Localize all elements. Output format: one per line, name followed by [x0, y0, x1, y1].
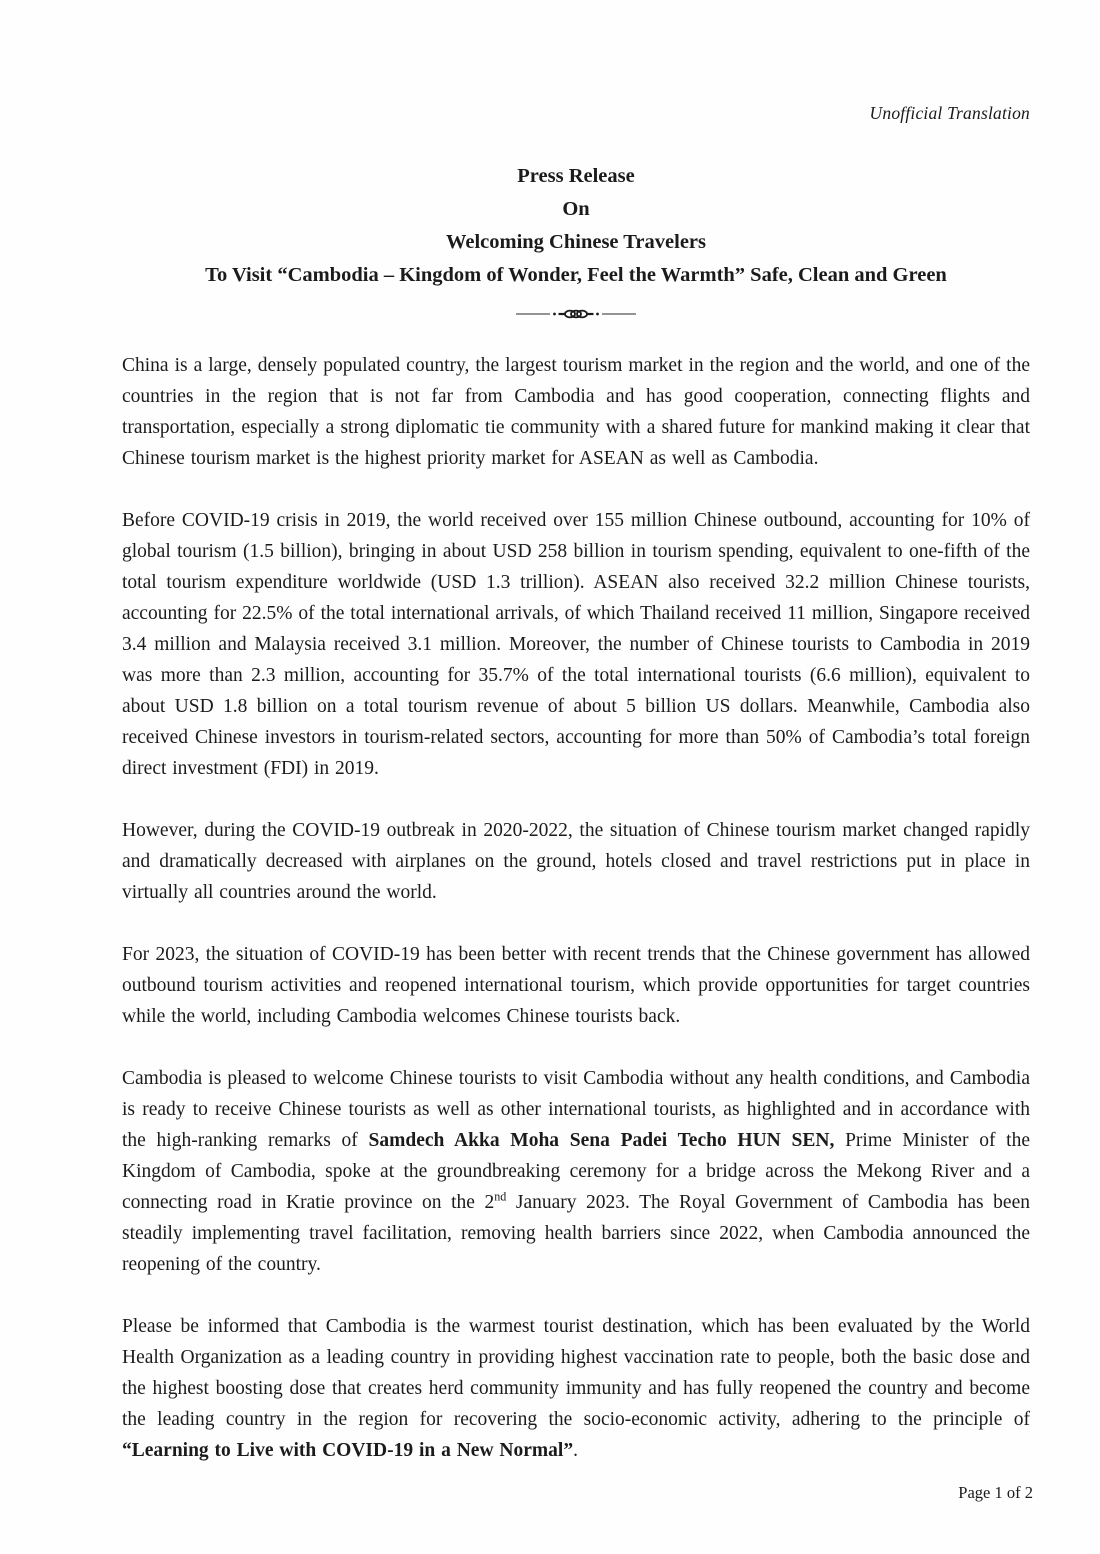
- paragraph: [122, 505, 1030, 784]
- text-run: China is a large, densely populated country, the largest tourism market in the region and the world, and one of the countries in the region that is not far from Cambodia and has good cooperation, connecting flights and transportation, especially a strong diplomatic tie community with a shared future for mankind making it clear that Chinese tourism market is the highest priority market for ASEAN as well as Cambodia.: [122, 355, 1030, 469]
- press-release-title: [122, 160, 1030, 292]
- bold-text: “Learning to Live with COVID-19 in a New Normal”: [122, 1440, 574, 1461]
- paragraph: [122, 1311, 1030, 1466]
- title-line-2: On: [562, 198, 590, 220]
- title-line-4: To Visit “Cambodia – Kingdom of Wonder, Feel the Warmth” Safe, Clean and Green: [205, 264, 947, 286]
- title-line-3: Welcoming Chinese Travelers: [445, 231, 706, 253]
- paragraph: [122, 815, 1030, 908]
- text-run: Before COVID-19 crisis in 2019, the world received over 155 million Chinese outbound, accounting for 10% of global tourism (1.5 billion), bringing in about USD 258 billion in tourism spending, equivalent to one-fifth of the total tourism expenditure worldwide (USD 1.3 trillion). ASEAN also received 32.2 million Chinese tourists, accounting for 22.5% of the total international arrivals, of which Thailand received 11 million, Singapore received 3.4 million and Malaysia received 3.1 million. Moreover, the number of Chinese tourists to Cambodia in 2019 was more than 2.3 million, accounting for 35.7% of the total international tourists (6.6 million), equivalent to about USD 1.8 billion on a total tourism revenue of about 5 billion US dollars. Meanwhile, Cambodia also received Chinese investors in tourism-related sectors, accounting for more than 50% of Cambodia’s total foreign direct investment (FDI) in 2019.: [122, 510, 1030, 779]
- title-line-1: Press Release: [517, 165, 635, 187]
- document-body: [122, 350, 1030, 1466]
- paragraph: [122, 1063, 1030, 1280]
- bold-text: Samdech Akka Moha Sena Padei Techo HUN SEN,: [368, 1130, 835, 1151]
- paragraph: [122, 939, 1030, 1032]
- superscript-text: nd: [494, 1189, 507, 1204]
- unofficial-translation-note: Unofficial Translation: [869, 103, 1030, 123]
- text-run: However, during the COVID-19 outbreak in 2020-2022, the situation of Chinese tourism market changed rapidly and dramatically decreased with airplanes on the ground, hotels closed and travel restrictions put in place in virtually all countries around the world.: [122, 820, 1030, 903]
- text-run: January 2023. The Royal Government of Cambodia has been steadily implementing travel facilitation, removing health barriers since 2022, when Cambodia announced the reopening of the country.: [122, 1192, 1030, 1275]
- text-run: Please be informed that Cambodia is the warmest tourist destination, which has been evaluated by the World Health Organization as a leading country in providing highest vaccination rate to people, both the basic dose and the highest boosting dose that creates herd community immunity and has fully reopened the country and become the leading country in the region for recovering the socio-economic activity, adhering to the principle of: [122, 1316, 1030, 1430]
- page-number: Page 1 of 2: [958, 1483, 1033, 1502]
- ornamental-divider-icon: [122, 304, 1030, 324]
- text-run: For 2023, the situation of COVID-19 has been better with recent trends that the Chinese government has allowed outbound tourism activities and reopened international tourism, which provide opportunities for target countries while the world, including Cambodia welcomes Chinese tourists back.: [122, 944, 1030, 1027]
- text-run: Prime Minister of the Kingdom of Cambodia, spoke at the groundbreaking ceremony for a bridge across the Mekong River and a connecting road in Kratie province on the 2: [122, 1130, 1030, 1213]
- text-run: Cambodia is pleased to welcome Chinese tourists to visit Cambodia without any health conditions, and Cambodia is ready to receive Chinese tourists as well as other international tourists, as highlighted and in accordance with the high-ranking remarks of: [122, 1068, 1030, 1151]
- paragraph: [122, 350, 1030, 474]
- text-run: .: [573, 1440, 578, 1461]
